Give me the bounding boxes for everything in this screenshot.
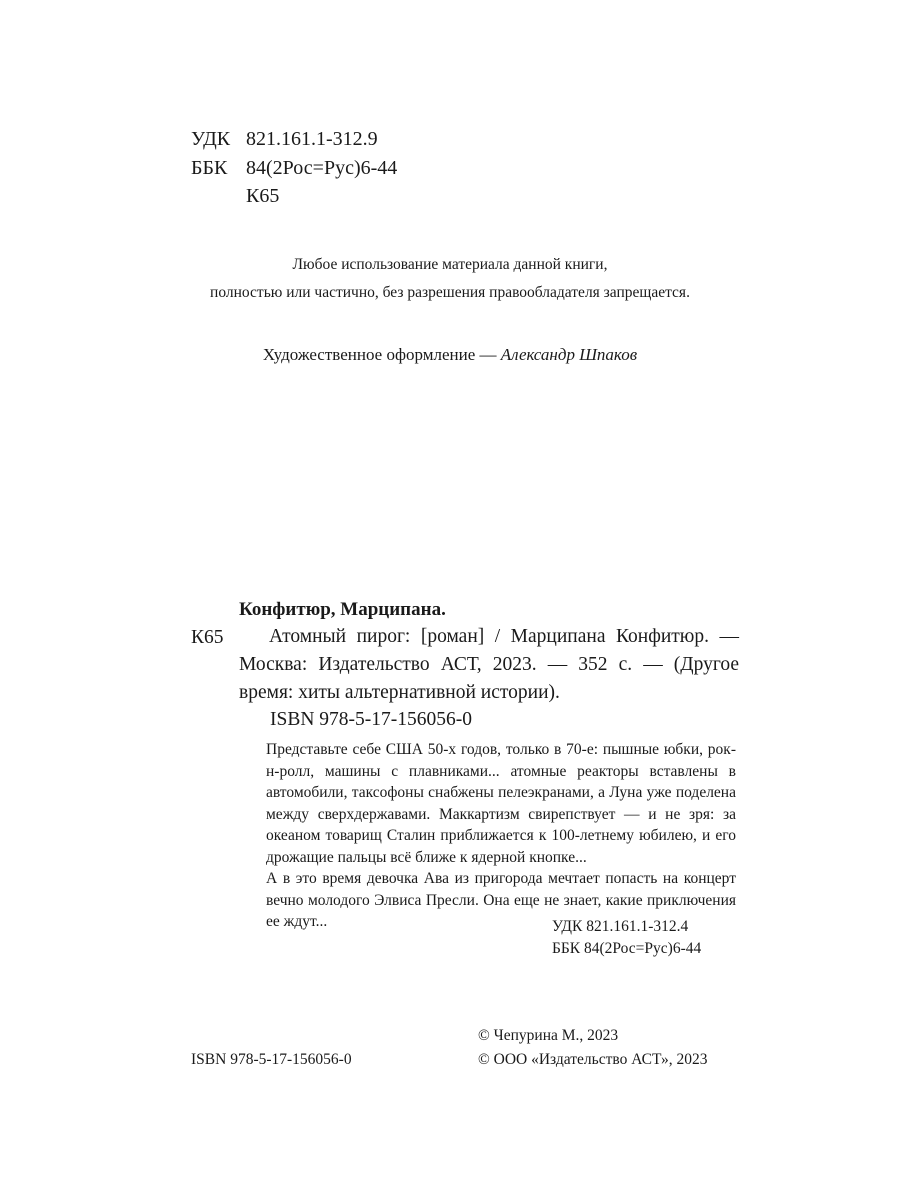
record-author: Конфитюр, Марципана. (239, 599, 446, 620)
record-bbk: ББК 84(2Рос=Рус)6-44 (552, 940, 702, 957)
author-sign-top: К65 (246, 185, 280, 207)
record-isbn: ISBN 978-5-17-156056-0 (270, 709, 473, 730)
annotation-paragraph-1: Представьте себе США 50-х годов, только в 70-е: пышные юбки, рок-н-ролл, машины с плавниками... атомные реакторы вставлены в автомобили, таксофоны снабжены пелеэкранами, а Луна уже поделена между сверхдержавами. Маккартизм свирепствует — и не зря: за океаном товарищ Сталин приближается к 100-летнему юбилею, и его дрожащие пальцы всё ближе к ядерной кнопке... (266, 741, 736, 866)
record-author-sign: К65 (191, 627, 224, 648)
udk-label: УДК (191, 128, 231, 150)
bbk-value: 84(2Рос=Рус)6-44 (246, 157, 398, 179)
record-description-text: Атомный пирог: [роман] / Марципана Конфитюр. — Москва: Издательство АСТ, 2023. — 352 с. — (Другое время: хиты альтернативной истории). (239, 626, 739, 703)
annotation-paragraph-2: А в это время девочка Ава из пригорода мечтает попасть на концерт вечно молодого Элвиса Пресли. Она еще не знает, какие приключения ее ждут... (266, 870, 736, 930)
design-credit (0, 343, 900, 367)
design-credit-label: Художественное оформление — (262, 345, 501, 364)
record-udk: УДК 821.161.1-312.4 (552, 918, 689, 935)
footer-isbn: ISBN 978-5-17-156056-0 (191, 1051, 352, 1068)
design-credit-artist: Александр Шпаков (500, 345, 638, 364)
usage-notice (0, 251, 900, 307)
footer-copyright-2: © ООО «Издательство АСТ», 2023 (478, 1051, 708, 1068)
footer-copyright-1: © Чепурина М., 2023 (478, 1027, 619, 1044)
udk-value: 821.161.1-312.9 (246, 128, 378, 150)
usage-notice-line-2: полностью или частично, без разрешения правообладателя запрещается. (210, 284, 690, 301)
usage-notice-line-1: Любое использование материала данной книги, (292, 256, 608, 273)
bbk-label: ББК (191, 157, 228, 179)
record-description (239, 623, 739, 707)
annotation (266, 739, 736, 933)
